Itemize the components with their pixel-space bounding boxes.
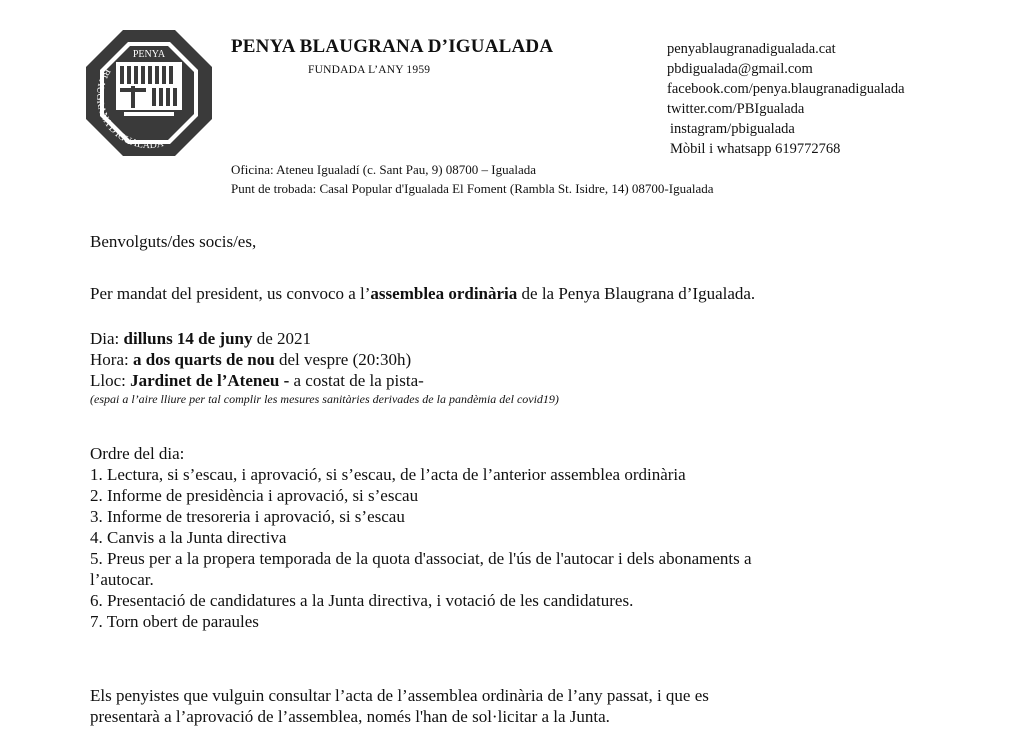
meeting-details xyxy=(90,328,1004,407)
time-label: Hora: xyxy=(90,350,133,369)
agenda-item: 5. Preus per a la propera temporada de la quota d'associat, de l'ús de l'autocar i dels abonaments a xyxy=(90,549,752,568)
day-value: dilluns 14 de juny xyxy=(123,329,253,348)
place-detail: a costat de la pista- xyxy=(289,371,424,390)
outdoor-note: (espai a l’aire lliure per tal complir les mesures sanitàries derivades de la pandèmia del covid19) xyxy=(90,392,559,406)
meeting-day xyxy=(90,328,1004,349)
agenda xyxy=(90,443,1004,632)
contact-website[interactable]: penyablaugranadigualada.cat xyxy=(667,41,836,57)
meeting-point-address: Punt de trobada: Casal Popular d'Igualada El Foment (Rambla St. Isidre, 14) 08700-Igualada xyxy=(231,181,714,196)
closing-paragraph xyxy=(90,685,1004,727)
contact-email[interactable]: pbdigualada@gmail.com xyxy=(667,61,813,77)
org-founded: FUNDADA L’ANY 1959 xyxy=(308,64,431,76)
penya-crest-icon xyxy=(86,30,212,156)
office-address: Oficina: Ateneu Igualadí (c. Sant Pau, 9) 08700 – Igualada xyxy=(231,162,537,177)
contact-list xyxy=(667,39,905,159)
contact-facebook[interactable]: facebook.com/penya.blaugranadigualada xyxy=(667,81,905,97)
contact-phone: Mòbil i whatsapp 619772768 xyxy=(670,141,841,157)
contact-instagram[interactable]: instagram/pbigualada xyxy=(670,121,795,137)
closing-line: presentarà a l’aprovació de l’assemblea, només l'han de sol·licitar a la Junta. xyxy=(90,707,610,726)
place-label: Lloc: xyxy=(90,371,131,390)
agenda-item-continuation: l’autocar. xyxy=(90,570,154,589)
agenda-item: 2. Informe de presidència i aprovació, si s’escau xyxy=(90,486,419,505)
intro-text-end: de la Penya Blaugrana d’Igualada. xyxy=(517,284,756,303)
org-name: PENYA BLAUGRANA D’IGUALADA xyxy=(231,36,554,57)
meeting-place xyxy=(90,370,1004,391)
closing-line: Els penyistes que vulguin consultar l’acta de l’assemblea ordinària de l’any passat, i que es xyxy=(90,686,709,705)
agenda-item: 7. Torn obert de paraules xyxy=(90,612,259,631)
day-label: Dia: xyxy=(90,329,124,348)
agenda-item: 4. Canvis a la Junta directiva xyxy=(90,528,287,547)
agenda-item: 3. Informe de tresoreria i aprovació, si s’escau xyxy=(90,507,405,526)
place-value: Jardinet de l’Ateneu - xyxy=(130,371,290,390)
agenda-item: 6. Presentació de candidatures a la Junta directiva, i votació de les candidatures. xyxy=(90,591,634,610)
intro-paragraph xyxy=(90,283,1004,304)
meeting-time xyxy=(90,349,1004,370)
greeting: Benvolguts/des socis/es, xyxy=(90,232,257,251)
intro-bold: assemblea ordinària xyxy=(370,284,518,303)
logo-top-text: PENYA xyxy=(132,49,166,60)
contact-twitter[interactable]: twitter.com/PBIgualada xyxy=(667,101,805,117)
time-value: a dos quarts de nou xyxy=(132,350,275,369)
time-detail: del vespre (20:30h) xyxy=(274,350,412,369)
intro-text: Per mandat del president, us convoco a l’ xyxy=(90,284,371,303)
logo-ring-text: BLAUGRANA D'IGUALADA xyxy=(93,66,165,152)
day-year: de 2021 xyxy=(252,329,312,348)
agenda-item: 1. Lectura, si s’escau, i aprovació, si s’escau, de l’acta de l’anterior assemblea ordinària xyxy=(90,465,686,484)
agenda-title: Ordre del dia: xyxy=(90,444,185,463)
